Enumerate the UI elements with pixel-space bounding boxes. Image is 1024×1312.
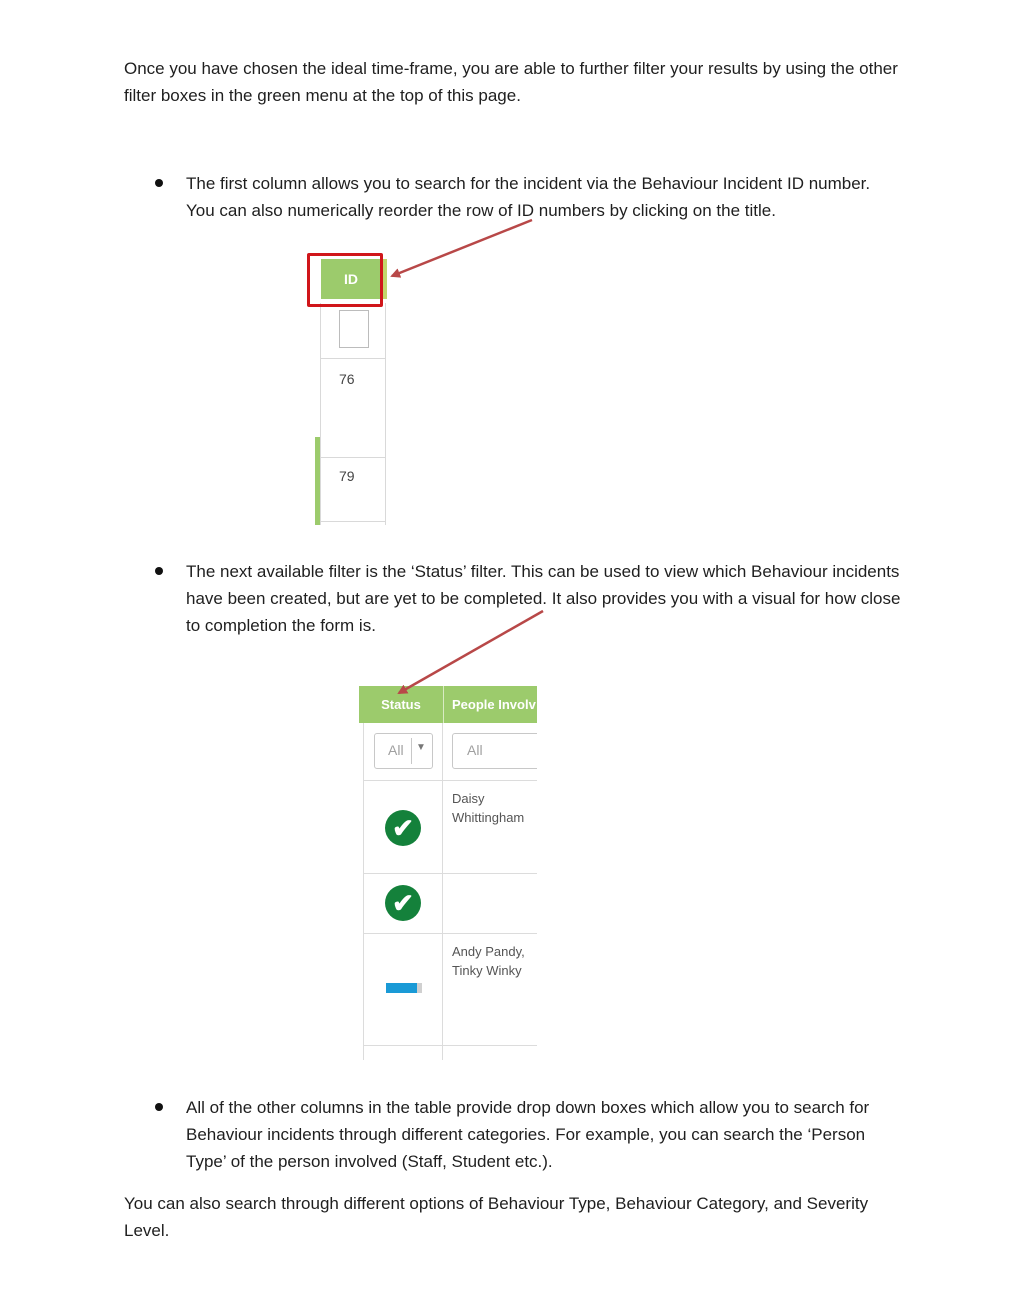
- id-column-screenshot: [307, 253, 387, 525]
- header-stripe: [383, 259, 387, 299]
- divider: [320, 303, 321, 525]
- intro-paragraph: Once you have chosen the ideal time-frame, you are able to further filter your results by using the other filter boxes in the green menu at the top of this page.: [124, 59, 898, 105]
- divider: [320, 457, 386, 458]
- status-column-header[interactable]: Status: [381, 697, 421, 712]
- people-involved-column-header[interactable]: People Involv: [452, 697, 536, 712]
- divider: [363, 1045, 537, 1046]
- bullet-dot: [155, 179, 163, 187]
- bullet-status-filter: The next available filter is the ‘Status’ filter. This can be used to view which Behaviour incidents have been created, but are yet to be completed. It also provides you with a visual for how close to completion the form is.: [186, 562, 901, 635]
- people-involved-cell: [452, 942, 525, 980]
- divider: [363, 933, 537, 934]
- id-filter-input[interactable]: [339, 310, 369, 348]
- id-cell: 79: [339, 468, 355, 484]
- status-column-screenshot: [359, 686, 537, 1060]
- table-header: [359, 686, 537, 723]
- divider: [411, 738, 412, 764]
- check-circle-icon: ✔: [385, 810, 421, 846]
- id-header-label: ID: [344, 271, 358, 287]
- divider: [363, 723, 364, 1060]
- people-filter-input[interactable]: [452, 733, 537, 769]
- status-filter-select[interactable]: [374, 733, 433, 769]
- highlight-box: [307, 253, 383, 307]
- divider: [363, 780, 537, 781]
- person-name: Daisy: [452, 791, 485, 806]
- check-circle-icon: ✔: [385, 885, 421, 921]
- divider: [443, 686, 444, 723]
- people-involved-cell: [452, 789, 524, 827]
- person-name: Tinky Winky: [452, 963, 522, 978]
- bullet-id-column: The first column allows you to search for the incident via the Behaviour Incident ID number. You can also numerically reorder the row of ID numbers by clicking on the title.: [186, 174, 871, 220]
- divider: [320, 521, 386, 522]
- divider: [363, 873, 537, 874]
- closing-paragraph: You can also search through different options of Behaviour Type, Behaviour Category, and Severity Level.: [124, 1194, 869, 1240]
- person-name: Andy Pandy,: [452, 944, 525, 959]
- person-name: Whittingham: [452, 810, 525, 825]
- bullet-dot: [155, 1103, 163, 1111]
- arrow-to-id-header: [392, 220, 532, 276]
- divider: [320, 358, 386, 359]
- status-filter-value: All: [388, 742, 404, 758]
- progress-fill: [386, 983, 417, 993]
- bullet-other-columns: All of the other columns in the table provide drop down boxes which allow you to search for Behaviour incidents through different categories. For example, you can search the ‘Person Type’ of the person involved (Staff, Student etc.).: [186, 1098, 870, 1171]
- people-filter-value: All: [467, 742, 483, 758]
- chevron-down-icon: ▼: [416, 742, 426, 753]
- completion-progress-bar: [386, 983, 422, 993]
- id-cell: 76: [339, 371, 355, 387]
- divider: [385, 303, 386, 525]
- row-indicator-bar: [315, 437, 320, 525]
- divider: [442, 723, 443, 1060]
- bullet-dot: [155, 567, 163, 575]
